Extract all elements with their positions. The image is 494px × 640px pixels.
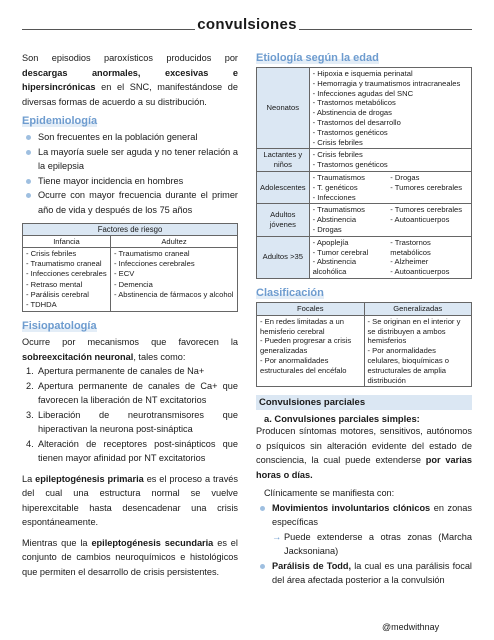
risk-adultez-cell — [111, 248, 238, 312]
row-label: Adolescentes — [257, 171, 310, 203]
bold-term: epileptogénesis primaria — [35, 473, 144, 484]
list-item-text: La mayoría suele ser aguda y no tener relación a la epilepsia — [38, 146, 238, 171]
etiologia-table — [256, 67, 472, 279]
bullet-icon — [26, 135, 31, 140]
number-3: 3. — [26, 409, 34, 420]
intro-text-1: Son episodios paroxísticos producidos por — [22, 53, 238, 63]
table-row — [257, 149, 472, 172]
table-line: - En redes limitadas a un hemisferio cerebral — [260, 316, 344, 336]
epidemiologia-heading: Epidemiología — [22, 115, 98, 127]
focales-cell — [257, 315, 365, 387]
table-line: - Por anormalidades celulares, bioquímicas o estructurales de amplia distribución — [367, 346, 449, 385]
list-item-text: Ocurre con mayor frecuencia durante el primer año de vida y después de los 75 años — [38, 190, 238, 215]
risk-col-adultez: Adultez — [111, 236, 238, 248]
list-item-text: Apertura permanente de canales de Na+ — [38, 366, 205, 377]
list-item — [22, 174, 238, 189]
row-label: Adultos jóvenes — [257, 204, 310, 236]
table-line: - Abstinencia de drogas — [312, 108, 392, 118]
table-line: - Infecciones cerebrales — [26, 269, 107, 279]
list-item — [22, 437, 238, 466]
row-content — [309, 171, 471, 203]
list-item — [22, 379, 238, 408]
table-line: - Crisis febriles — [26, 249, 77, 258]
bullet-icon — [26, 150, 31, 155]
table-line: - Por anormalidades estructurales del encéfalo — [260, 355, 347, 375]
table-line: - Drogas — [312, 224, 342, 234]
col-focales: Focales — [257, 302, 365, 315]
table-row — [257, 68, 472, 149]
etiologia-heading: Etiología según la edad — [256, 52, 379, 64]
generalizadas-cell — [364, 315, 472, 387]
table-line: - Retraso mental — [26, 279, 83, 289]
col-generalizadas: Generalizadas — [364, 302, 472, 315]
bold-term: por varias horas o días. — [256, 455, 472, 480]
text: La — [22, 473, 33, 484]
list-item-text: Apertura permanente de canales de Ca+ que favorecen la liberación de NT excitatorios — [38, 380, 238, 406]
list-item — [256, 559, 472, 588]
table-line: - Infecciones cerebrales — [114, 259, 195, 269]
table-line: - Hemorragia y traumatismos intracraneales — [312, 78, 461, 88]
list-item — [22, 408, 238, 437]
bullet-icon — [260, 506, 265, 511]
fisio-list — [22, 364, 238, 466]
table-line: - Abstinencia — [312, 215, 357, 225]
parciales-subheading: a. Convulsiones parciales simples: — [264, 413, 420, 425]
intro-paragraph — [22, 51, 238, 109]
table-line: - Abstinencia de fármacos y alcohol — [114, 289, 234, 299]
table-row — [257, 204, 472, 236]
bullet-icon — [260, 564, 265, 569]
table-line: - Hipoxia e isquemia perinatal — [312, 69, 413, 78]
fisio-text-end: , tales como: — [133, 351, 186, 362]
table-line: - Crisis febriles — [312, 150, 363, 160]
list-item-text: Alteración de receptores post-sinápticos que tienen mayor afinidad por NT excitatorios — [38, 438, 238, 464]
list-item — [22, 130, 238, 145]
bullet-icon — [26, 179, 31, 184]
list-item — [256, 501, 472, 530]
list-item-text: en zonas específicas — [272, 502, 472, 528]
list-item-text: Tiene mayor incidencia en hombres — [38, 175, 184, 186]
table-line: - Infecciones — [312, 192, 356, 202]
risk-infancia-cell — [23, 248, 111, 312]
clasificacion-heading: Clasificación — [256, 286, 324, 299]
page-title: convulsiones — [195, 16, 299, 38]
table-line: - Crisis febriles — [312, 137, 363, 147]
epileptogenesis-primaria — [22, 472, 238, 530]
parciales-manifest: Clínicamente se manifiesta con: — [264, 488, 395, 499]
table-line: - Trastornos del desarrollo — [312, 117, 401, 127]
table-line: - Abstinencia alcohólica — [312, 257, 357, 277]
table-line: - Autoanticuerpos — [390, 267, 450, 277]
table-row — [257, 171, 472, 203]
table-line: - Trastornos metabólicos — [312, 98, 396, 108]
number-4: 4. — [26, 438, 34, 449]
risk-factors-table — [22, 223, 238, 312]
text: es el conjunto de cambios neuroquímicos e histológicos que permiten el desarrollo de crisis persistentes. — [22, 537, 238, 577]
parciales-list — [256, 501, 472, 530]
fisio-intro — [22, 335, 238, 364]
bold-term: Parálisis de Todd, — [272, 560, 352, 571]
title-block — [0, 16, 494, 42]
parciales-heading: Convulsiones parciales — [256, 395, 472, 410]
author-credit: @medwithnay — [382, 622, 440, 632]
table-line: - Autoanticuerpos — [390, 215, 450, 225]
table-line: - Apoplejía — [312, 237, 349, 247]
table-line: - Traumatismos — [312, 172, 365, 182]
text: Mientras que la — [22, 537, 88, 548]
table-line: - Tumores cerebrales — [390, 205, 463, 215]
table-line: - Trastornos metabólicos — [390, 237, 431, 257]
table-line: - T. genéticos — [312, 182, 358, 192]
list-item-text: Liberación de neurotransmisores que hiperactivan la neurona post-sináptica — [38, 409, 238, 435]
parciales-paragraph — [256, 424, 472, 482]
list-item-text: Puede extenderse a otras zonas (Marcha Jacksoniana) — [284, 531, 472, 557]
fisio-bold: sobreexcitación neuronal — [22, 351, 134, 362]
row-content — [309, 68, 471, 149]
table-line: - Demencia — [114, 279, 153, 289]
table-line: - Alzheimer — [390, 257, 429, 267]
bullet-icon — [26, 193, 31, 198]
number-1: 1. — [26, 366, 34, 377]
epidemiologia-list — [22, 130, 238, 217]
table-line: - ECV — [114, 269, 135, 279]
table-line: - Parálisis cerebral — [26, 289, 89, 299]
table-line: - Tumor cerebral — [312, 247, 369, 257]
text: es el proceso a través del cual una estructura normal se vuelve hiperexcitable hasta desencadenar una crisis espontáneamente. — [22, 473, 238, 528]
table-line: - Trastornos genéticos — [312, 160, 388, 170]
fisiopatologia-heading: Fisiopatología — [22, 320, 97, 333]
row-content — [309, 236, 471, 278]
row-label: Adultos >35 — [257, 236, 310, 278]
number-2: 2. — [26, 380, 34, 391]
right-column — [256, 48, 472, 588]
row-label: Lactantes y niños — [257, 149, 310, 172]
bold-term: Movimientos involuntarios clónicos — [272, 502, 431, 513]
parciales-list-2 — [256, 559, 472, 588]
risk-col-infancia: Infancia — [23, 236, 111, 248]
row-content — [309, 149, 471, 172]
intro-text-2: en el SNC, manifestándose de diversas formas de acuerdo a su distribución. — [22, 82, 238, 107]
table-line: - Tumores cerebrales — [390, 182, 463, 192]
table-line: - Traumatismo craneal — [114, 249, 190, 258]
arrow-icon: → — [272, 531, 282, 542]
list-item — [22, 145, 238, 174]
table-line: - TDHDA — [26, 300, 57, 310]
list-item-text: la cual es una parálisis focal del área afectada posterior a la convulsión — [272, 560, 472, 586]
epileptogenesis-secundaria — [22, 536, 238, 580]
table-line: - Infecciones agudas del SNC — [312, 88, 414, 98]
table-row — [257, 236, 472, 278]
table-line: - Traumatismo craneal — [26, 259, 102, 269]
text: Producen síntomas motores, sensitivos, autónomos o psíquicos sin alteración evidente del estado de consciencia, la cual puede extenderse — [256, 426, 472, 466]
table-line: - Se originan en el interior y se distribuyen a ambos hemisferios — [367, 316, 461, 346]
row-content — [309, 204, 471, 236]
table-line: - Traumatismos — [312, 205, 365, 215]
table-line: - Drogas — [390, 172, 420, 182]
table-line: - Trastornos genéticos — [312, 127, 388, 137]
list-item-text: Son frecuentes en la población general — [38, 132, 198, 142]
intro-bold: descargas anormales, excesivas e hipersincrónicas — [22, 67, 238, 92]
left-column — [22, 48, 238, 579]
arrow-item — [256, 530, 472, 559]
clasificacion-table — [256, 302, 472, 387]
row-label: Neonatos — [257, 68, 310, 149]
fisio-text: Ocurre por mecanismos que favorecen la — [22, 337, 238, 348]
table-line: - Pueden progresar a crisis generalizadas — [260, 336, 352, 356]
list-item — [22, 364, 238, 379]
list-item — [22, 188, 238, 217]
risk-table-title: Factores de riesgo — [23, 224, 238, 236]
bold-term: epileptogénesis secundaria — [91, 537, 214, 548]
